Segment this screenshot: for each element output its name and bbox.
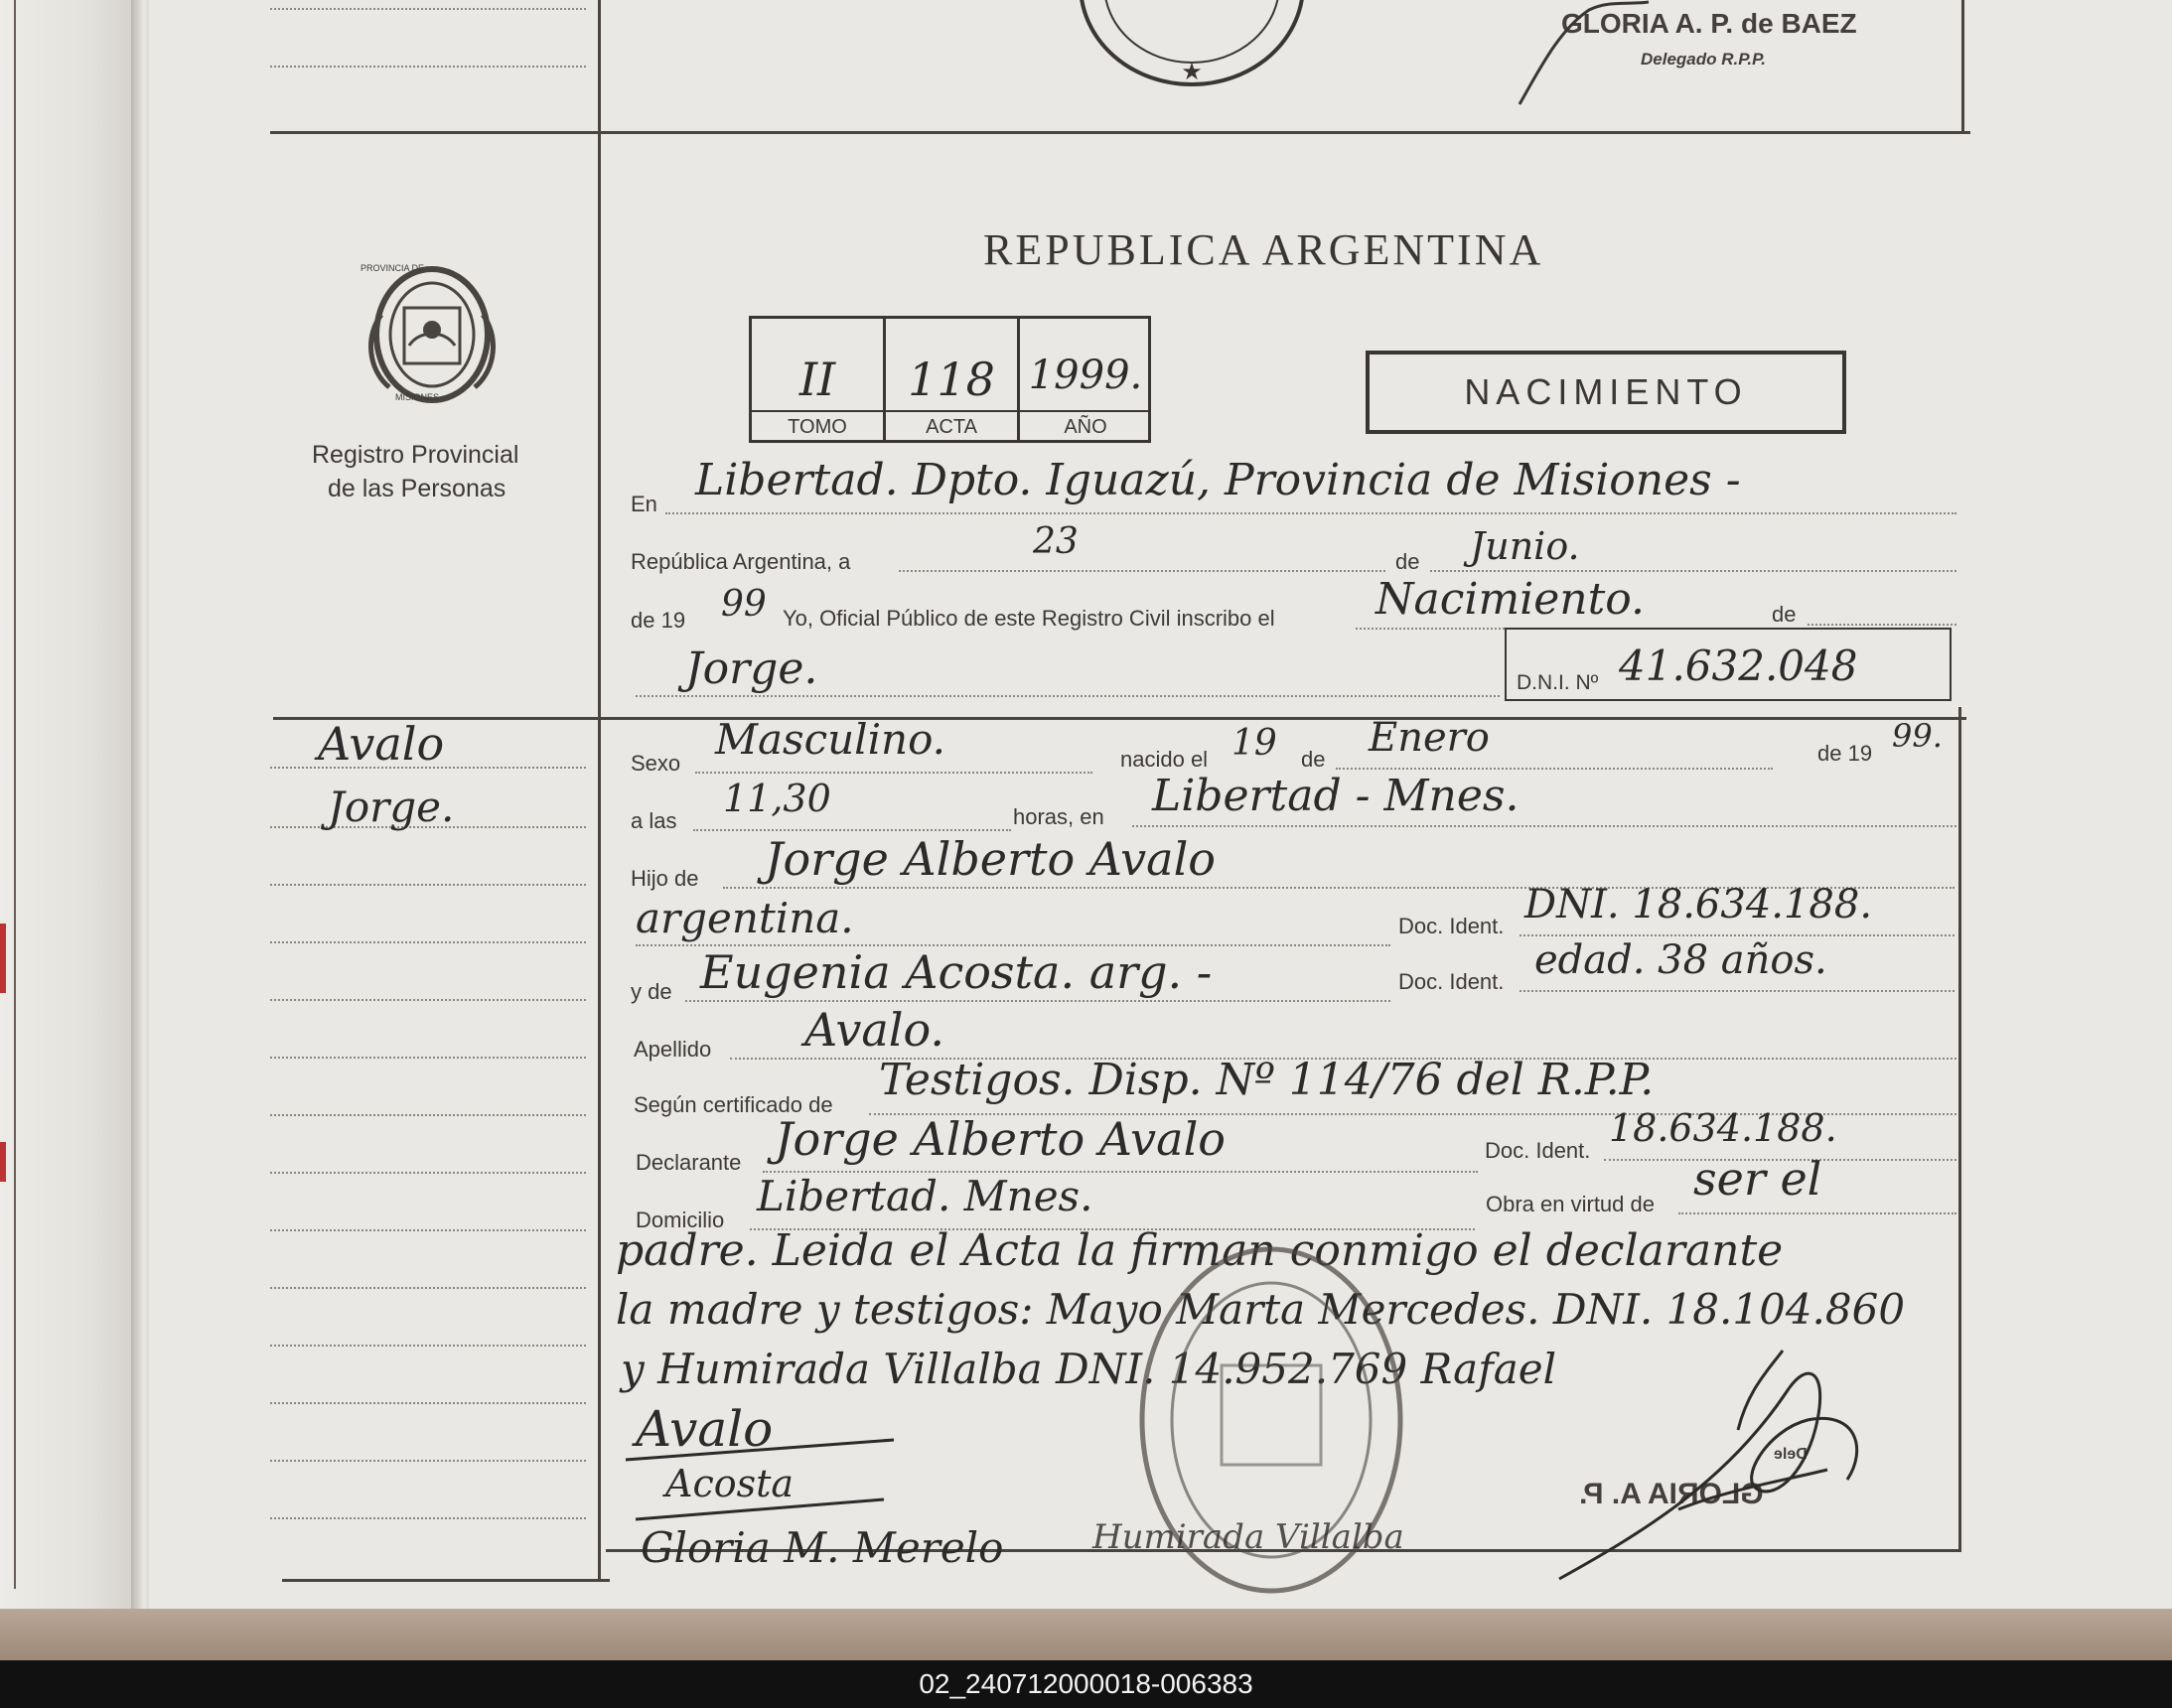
svg-text:★: ★ (1181, 59, 1203, 85)
label-yo-oficial: Yo, Oficial Público de este Registro Civil inscribo el (783, 606, 1275, 631)
margin-line (270, 1345, 586, 1347)
hw-nac-dia: 19 (1231, 723, 1277, 764)
field-line (1520, 990, 1955, 992)
tomo-value: II (798, 353, 836, 406)
margin-line (270, 66, 586, 68)
signature-villalba: Humirada Villalba (1092, 1517, 1404, 1557)
registry-name-2: de las Personas (328, 475, 507, 502)
hw-mes: Junio. (1470, 524, 1580, 568)
header-rule (270, 131, 1970, 134)
label-de-after: de (1772, 602, 1797, 627)
hw-padre: Jorge Alberto Avalo (765, 832, 1216, 886)
hw-margin-apellido: Avalo (318, 717, 445, 771)
misiones-crest-logo (360, 260, 505, 409)
country-title: REPUBLICA ARGENTINA (983, 225, 1544, 274)
label-a-las: a las (631, 808, 677, 833)
hw-declarante-doc: 18.634.188. (1609, 1106, 1837, 1150)
margin-line (270, 8, 586, 10)
hw-nac-anio: 99. (1892, 717, 1943, 755)
hw-domicilio: Libertad. Mnes. (757, 1172, 1093, 1220)
crest-text-bottom: MISIONES (395, 392, 440, 402)
margin-line (270, 1229, 586, 1231)
anio-label: AÑO (1020, 410, 1151, 442)
bottom-stamp-name: GLORIA A. P. (1579, 1478, 1764, 1510)
label-obra: Obra en virtud de (1486, 1192, 1655, 1216)
hw-lugar-nac: Libertad - Mnes. (1152, 771, 1520, 821)
field-line (1132, 825, 1956, 827)
tomo-label: TOMO (752, 410, 883, 442)
column-divider (598, 0, 601, 1581)
anio-value: 1999. (1028, 353, 1143, 398)
acta-label: ACTA (886, 410, 1017, 442)
margin-line (270, 941, 586, 943)
signature-strokes (616, 1420, 914, 1569)
label-y-de: y de (631, 979, 672, 1004)
top-signature (1510, 0, 1688, 109)
anio-cell (1020, 319, 1151, 440)
left-bottom-rule (282, 1579, 610, 1582)
hw-linea2: la madre y testigos: Mayo Marta Mercedes. DNI. 18.104.860 (616, 1285, 1906, 1334)
signature-acosta: Acosta (665, 1462, 795, 1505)
red-margin-mark (0, 924, 6, 993)
book-bottom-edge (0, 1609, 2172, 1660)
record-index-grid (749, 316, 1151, 443)
hw-declarante: Jorge Alberto Avalo (775, 1112, 1226, 1166)
image-caption: 02_240712000018-006383 (0, 1660, 2172, 1708)
acta-value: 118 (908, 353, 995, 406)
official-signature (1529, 1331, 1966, 1589)
label-horas-en: horas, en (1013, 804, 1104, 829)
bottom-stamp-role: Dele (1774, 1446, 1808, 1463)
margin-line (270, 884, 586, 886)
hw-padre-nac: argentina. (636, 894, 854, 942)
hw-sexo: Masculino. (715, 715, 945, 764)
label-apellido: Apellido (634, 1037, 712, 1062)
margin-line (270, 1460, 586, 1462)
field-line (899, 570, 1385, 572)
crest-text-top: PROVINCIA DE (361, 263, 425, 273)
hw-linea1: padre. Leida el Acta la firman conmigo el declarante (616, 1225, 1784, 1276)
hw-hora: 11,30 (723, 777, 831, 820)
margin-line (270, 1402, 586, 1404)
label-doc-ident-2: Doc. Ident. (1398, 969, 1505, 994)
top-stamp-name: GLORIA A. P. de BAEZ (1561, 8, 1857, 39)
acta-cell (886, 319, 1020, 440)
margin-line (270, 1114, 586, 1116)
hw-dia: 23 (1033, 521, 1079, 562)
field-line (695, 772, 1092, 774)
hw-madre-doc: edad. 38 años. (1534, 937, 1827, 983)
left-page-rule (0, 0, 16, 1589)
label-domicilio: Domicilio (636, 1208, 725, 1232)
signature-avalo: Avalo (636, 1400, 774, 1458)
label-hijo-de: Hijo de (631, 866, 699, 891)
margin-line (270, 1287, 586, 1289)
label-doc-ident-1: Doc. Ident. (1398, 914, 1505, 938)
label-en: En (631, 492, 657, 516)
label-dni: D.N.I. Nº (1517, 671, 1599, 694)
hw-acto: Nacimiento. (1376, 574, 1646, 625)
top-stamp-role: Delegado R.P.P. (1641, 50, 1766, 69)
hw-linea3: y Humirada Villalba DNI. 14.952.769 Rafael (621, 1345, 1557, 1393)
label-de19: de 19 (631, 608, 686, 633)
hw-padre-doc: DNI. 18.634.188. (1524, 882, 1873, 927)
hw-margin-nombre: Jorge. (328, 783, 455, 831)
field-line (693, 829, 1011, 831)
signature-merelo: Gloria M. Merelo (641, 1523, 1004, 1572)
label-sexo: Sexo (631, 751, 681, 776)
field-line (1336, 768, 1773, 770)
field-line (1520, 934, 1955, 936)
right-border-top (1961, 0, 1964, 134)
hw-nombre: Jorge. (685, 643, 818, 694)
record-type-box: NACIMIENTO (1366, 351, 1846, 434)
field-line (1678, 1212, 1956, 1214)
label-declarante: Declarante (636, 1150, 742, 1175)
field-line (685, 1000, 1390, 1002)
label-de-month: de (1301, 747, 1326, 772)
label-segun: Según certificado de (634, 1092, 833, 1117)
label-de: de (1395, 549, 1420, 574)
field-line (665, 512, 1956, 514)
field-line (1808, 624, 1956, 626)
field-line (636, 695, 1500, 697)
label-nacido-el: nacido el (1120, 747, 1209, 772)
label-de-19: de 19 (1817, 741, 1873, 766)
hw-dni-nro: 41.632.048 (1619, 641, 1858, 690)
margin-line (270, 1172, 586, 1174)
margin-line (270, 1517, 586, 1519)
round-seal-top (1073, 0, 1311, 99)
tomo-cell (752, 319, 886, 440)
hw-lugar: Libertad. Dpto. Iguazú, Provincia de Misiones - (695, 455, 1741, 505)
hw-certificado: Testigos. Disp. Nº 114/76 del R.P.P. (879, 1055, 1655, 1105)
red-margin-mark (0, 1142, 6, 1182)
field-line (1430, 570, 1956, 572)
left-page-edge (0, 0, 149, 1660)
margin-line (270, 999, 586, 1001)
hw-nac-mes: Enero (1369, 715, 1490, 761)
section-rule (273, 717, 1966, 720)
margin-line (270, 1057, 586, 1059)
label-doc-ident-3: Doc. Ident. (1485, 1138, 1591, 1163)
hw-obra: ser el (1693, 1152, 1822, 1206)
label-republica: República Argentina, a (631, 549, 851, 574)
hw-apellido: Avalo. (804, 1003, 944, 1057)
hw-anio-corto: 99 (721, 584, 767, 625)
registry-name: Registro Provincial (312, 441, 519, 469)
hw-madre: Eugenia Acosta. arg. - (700, 945, 1213, 999)
